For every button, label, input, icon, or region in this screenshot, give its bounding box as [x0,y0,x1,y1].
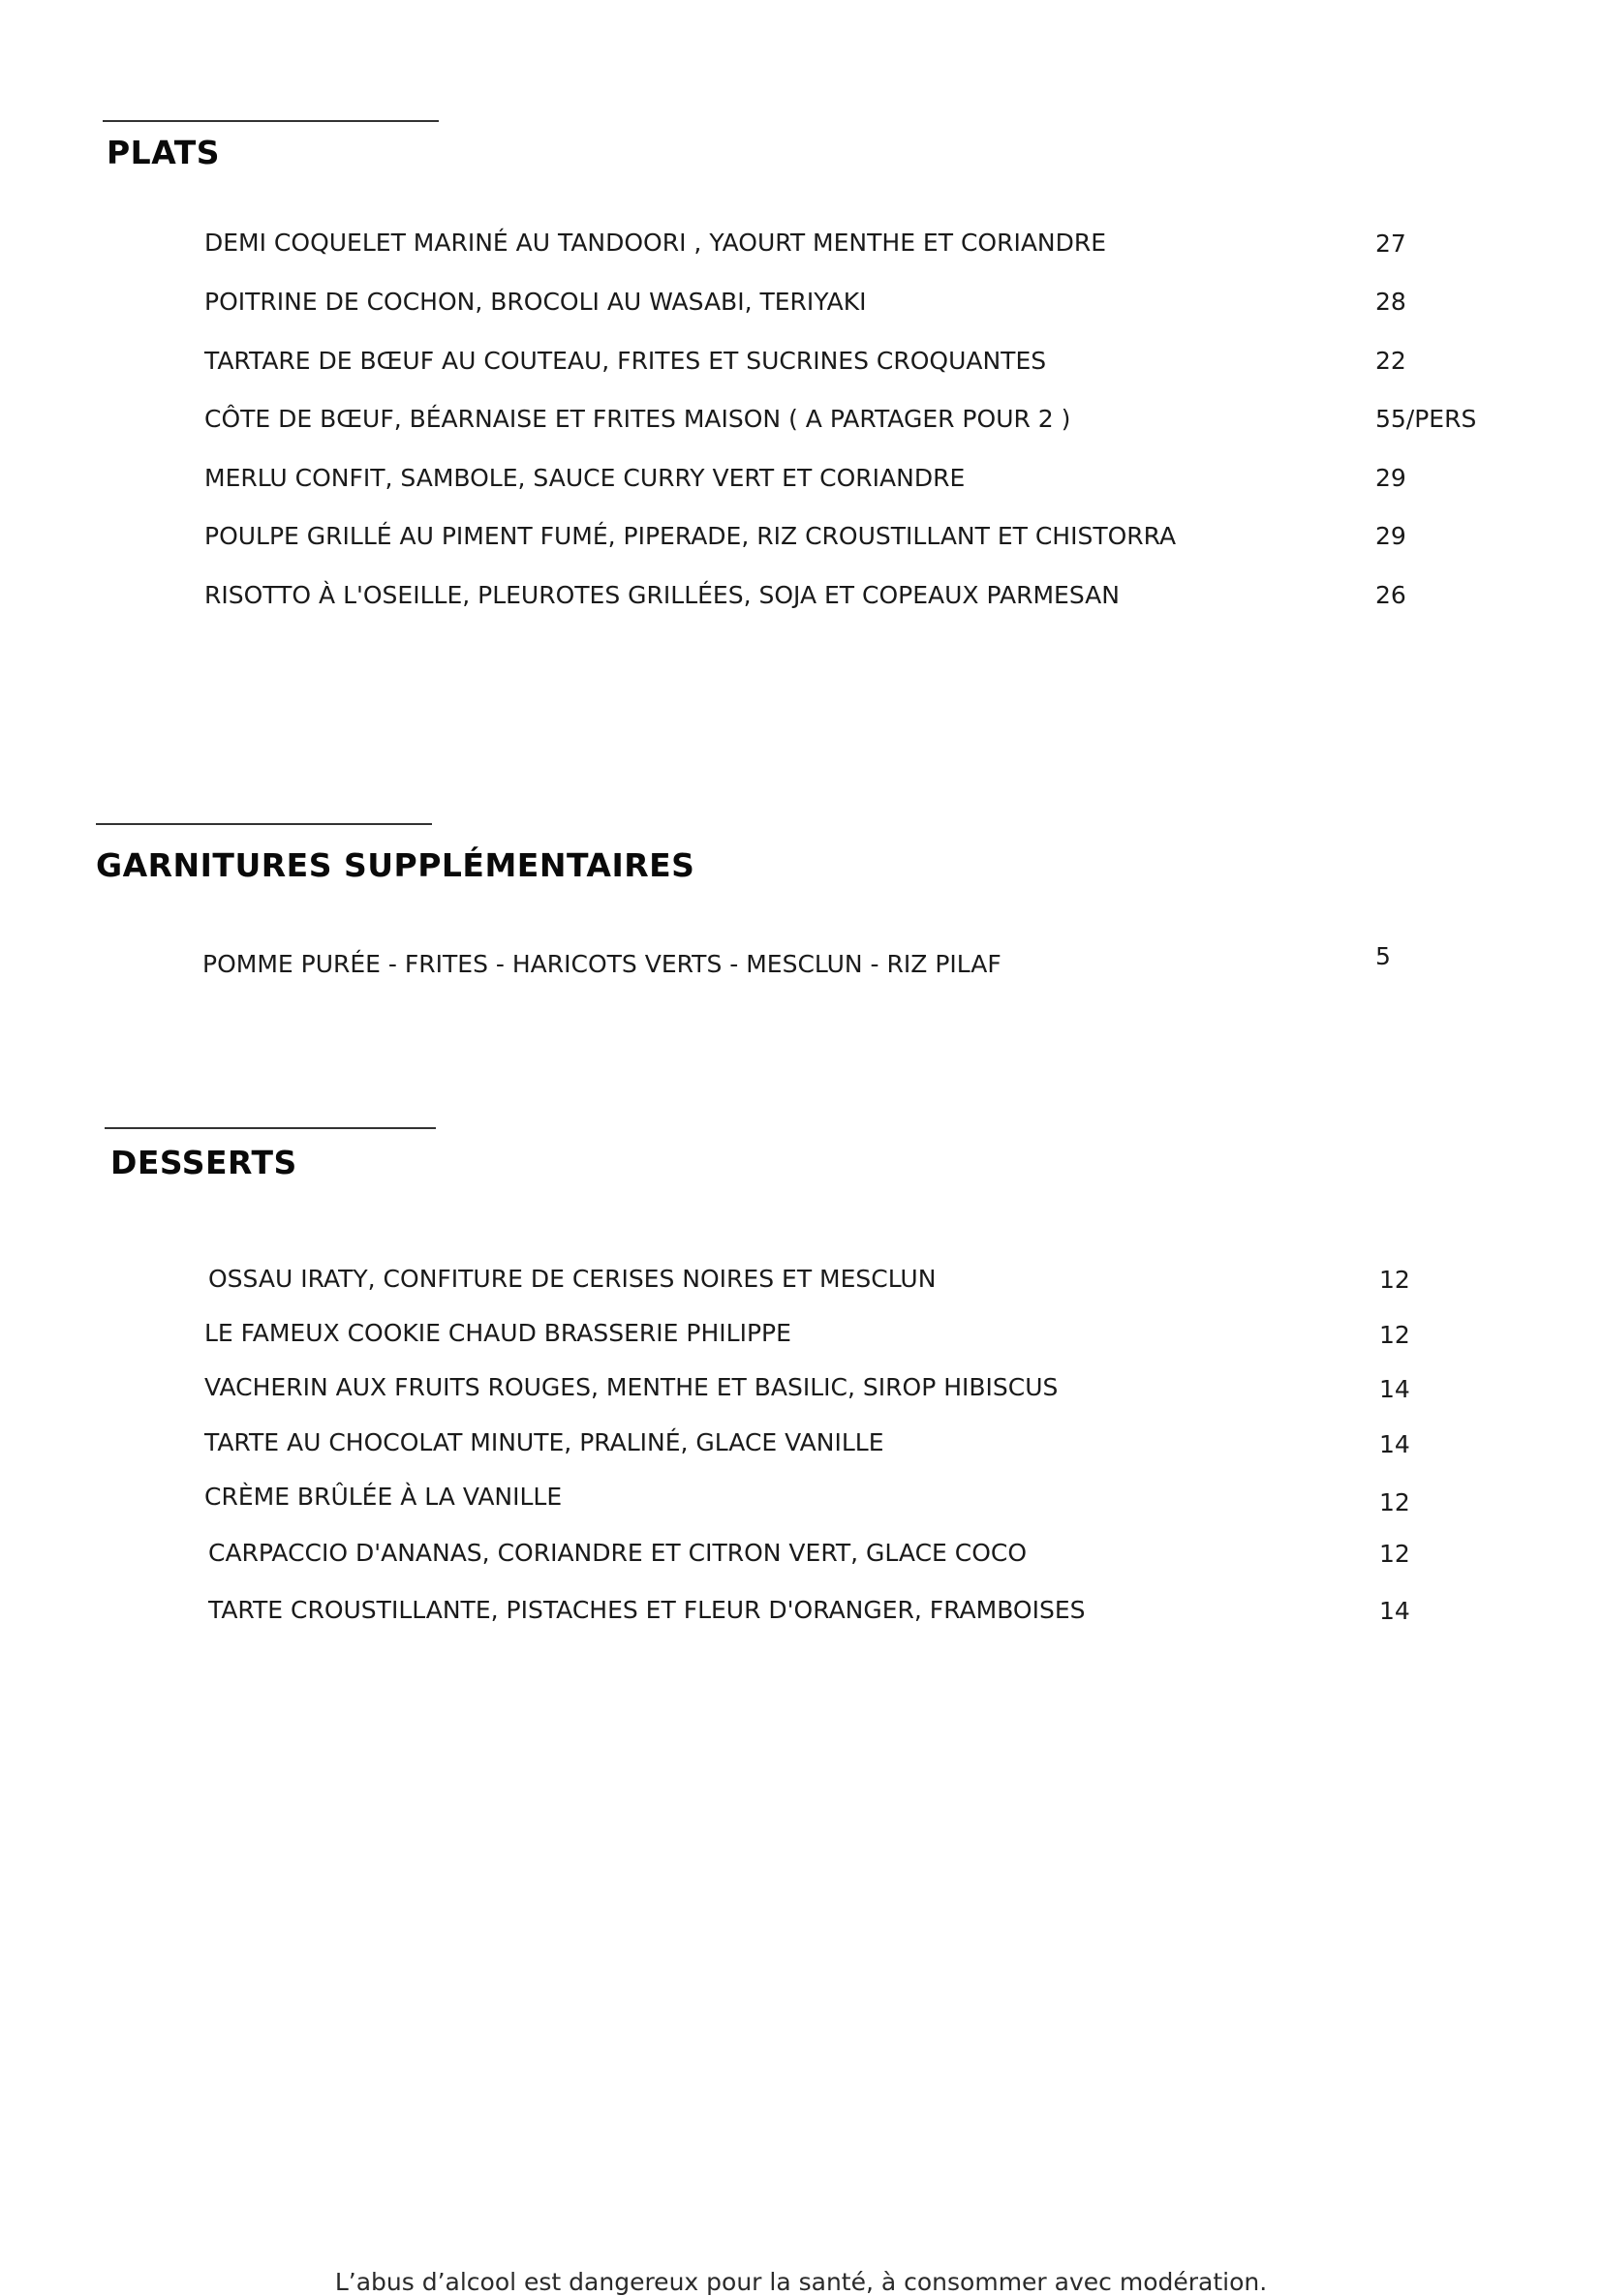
garnitures-divider [96,823,432,825]
garnitures-heading: GARNITURES SUPPLÉMENTAIRES [96,846,695,884]
desserts-item-name: TARTE AU CHOCOLAT MINUTE, PRALINÉ, GLACE VANILLE [204,1428,884,1456]
desserts-divider [105,1127,436,1129]
plats-item-price: 29 [1375,522,1406,550]
plats-item-price: 55/PERS [1375,405,1477,433]
desserts-item-price: 14 [1379,1375,1410,1403]
desserts-item-price: 14 [1379,1430,1410,1458]
plats-item-name: MERLU CONFIT, SAMBOLE, SAUCE CURRY VERT ET CORIANDRE [204,464,966,492]
desserts-item-name: CARPACCIO D'ANANAS, CORIANDRE ET CITRON VERT, GLACE COCO [208,1539,1028,1567]
plats-item-name: RISOTTO À L'OSEILLE, PLEUROTES GRILLÉES, SOJA ET COPEAUX PARMESAN [204,581,1120,609]
plats-item-price: 28 [1375,288,1406,316]
desserts-item-price: 12 [1379,1266,1410,1294]
plats-divider [103,120,439,122]
desserts-item-price: 12 [1379,1321,1410,1349]
garnitures-item-name: POMME PURÉE - FRITES - HARICOTS VERTS - MESCLUN - RIZ PILAF [202,950,1001,978]
plats-item-name: POITRINE DE COCHON, BROCOLI AU WASABI, TERIYAKI [204,288,867,316]
desserts-item-name: VACHERIN AUX FRUITS ROUGES, MENTHE ET BASILIC, SIROP HIBISCUS [204,1373,1059,1401]
plats-item-name: DEMI COQUELET MARINÉ AU TANDOORI , YAOURT MENTHE ET CORIANDRE [204,229,1107,257]
plats-item-name: TARTARE DE BŒUF AU COUTEAU, FRITES ET SUCRINES CROQUANTES [204,347,1047,375]
desserts-item-price: 12 [1379,1540,1410,1568]
plats-item-name: POULPE GRILLÉ AU PIMENT FUMÉ, PIPERADE, RIZ CROUSTILLANT ET CHISTORRA [204,522,1177,550]
desserts-item-price: 12 [1379,1488,1410,1516]
desserts-item-name: TARTE CROUSTILLANTE, PISTACHES ET FLEUR D'ORANGER, FRAMBOISES [208,1596,1086,1624]
desserts-item-price: 14 [1379,1597,1410,1625]
plats-item-name: CÔTE DE BŒUF, BÉARNAISE ET FRITES MAISON ( A PARTAGER POUR 2 ) [204,405,1071,433]
plats-heading: PLATS [107,134,220,171]
garnitures-item-price: 5 [1375,942,1391,970]
desserts-item-name: LE FAMEUX COOKIE CHAUD BRASSERIE PHILIPPE [204,1319,791,1347]
alcohol-warning: L’abus d’alcool est dangereux pour la santé, à consommer avec modération. [334,2268,1268,2296]
plats-item-price: 22 [1375,347,1406,375]
plats-item-price: 26 [1375,581,1406,609]
plats-item-price: 29 [1375,464,1406,492]
plats-item-price: 27 [1375,230,1406,258]
desserts-item-name: CRÈME BRÛLÉE À LA VANILLE [204,1483,563,1511]
desserts-item-name: OSSAU IRATY, CONFITURE DE CERISES NOIRES ET MESCLUN [208,1265,937,1293]
desserts-heading: DESSERTS [110,1144,297,1181]
